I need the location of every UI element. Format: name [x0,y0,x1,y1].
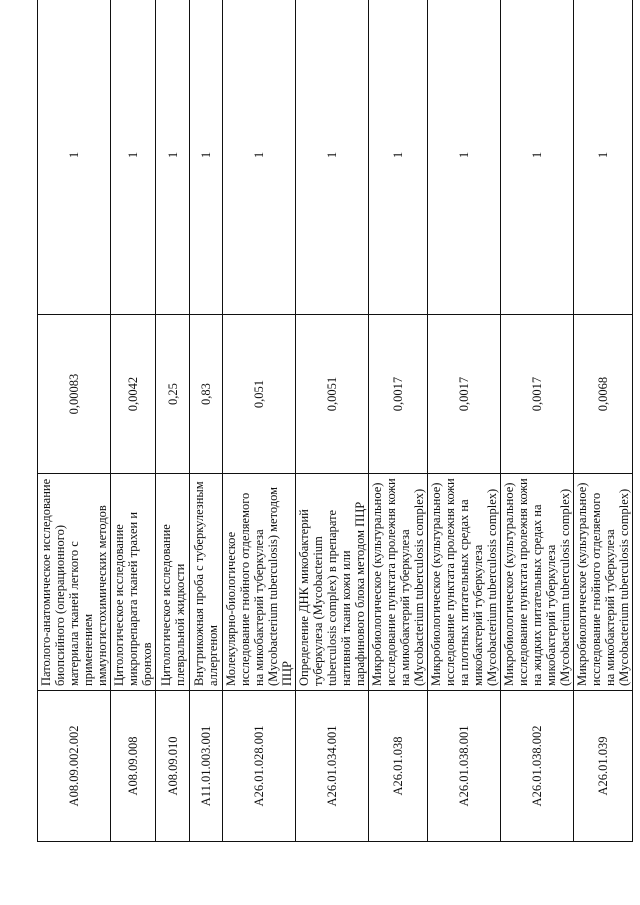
service-name: Микробиологическое (культуральное) исследование пунктата пролежня кожи на плотных питательных средах на микобактерий туберкулеза (Mycobacterium tuberculosis complex) [428,474,501,691]
service-name: Внутрикожная проба с туберкулезным аллергеном [190,474,223,691]
service-name: Микробиологическое (культуральное) исследование пунктата пролежня кожи на жидких питательных средах на микобактерий туберкулеза (Mycobacterium tuberculosis complex) [501,474,574,691]
table-row [190,0,223,842]
table-row [369,0,428,842]
service-code: A08.09.010 [156,691,190,842]
service-code: A08.09.008 [111,691,156,842]
frequency-value: 0,0017 [428,315,501,474]
multiplicity-value: 1 [501,0,574,315]
service-code: A26.01.039 [574,691,633,842]
table-row [296,0,369,842]
service-code: A08.09.002.002 [38,691,111,842]
multiplicity-value: 1 [38,0,111,315]
service-name: Патолого-анатомическое исследование биопсийного (операционного) материала тканей легкого с применением иммуногистохимических методов [38,474,111,691]
table-row [501,0,574,842]
service-name: Молекулярно-биологическое исследование гнойного отделяемого на микобактерий туберкулеза (Mycobacterium tuberculosis) методом ПЦР [223,474,296,691]
table-row [428,0,501,842]
frequency-value: 0,051 [223,315,296,474]
frequency-value: 0,0068 [574,315,633,474]
frequency-value: 0,0051 [296,315,369,474]
frequency-value: 0,0017 [369,315,428,474]
service-name: Микробиологическое (культуральное) исследование гнойного отделяемого на микобактерий туберкулеза (Mycobacterium tuberculosis complex) [574,474,633,691]
multiplicity-value: 1 [190,0,223,315]
frequency-value: 0,83 [190,315,223,474]
table-row [38,0,111,842]
service-code: A26.01.038 [369,691,428,842]
table-row [156,0,190,842]
frequency-value: 0,25 [156,315,190,474]
table-row [223,0,296,842]
multiplicity-value: 1 [428,0,501,315]
service-code: A26.01.038.002 [501,691,574,842]
multiplicity-value: 1 [369,0,428,315]
service-name: Определение ДНК микобактерий туберкулеза (Mycobacterium tuberculosis complex) в препарате нативной ткани кожи или парафинового блока методом ПЦР [296,474,369,691]
table-row [111,0,156,842]
frequency-value: 0,0017 [501,315,574,474]
frequency-value: 0,0042 [111,315,156,474]
rotated-table-wrapper [37,32,631,842]
frequency-value: 0,00083 [38,315,111,474]
multiplicity-value: 1 [223,0,296,315]
service-code: A11.01.003.001 [190,691,223,842]
service-code: A26.01.028.001 [223,691,296,842]
multiplicity-value: 1 [156,0,190,315]
multiplicity-value: 1 [296,0,369,315]
table-row [574,0,633,842]
service-name: Микробиологическое (культуральное) исследование пунктата пролежня кожи на микобактерий туберкулеза (Mycobacterium tuberculosis complex) [369,474,428,691]
service-code: A26.01.034.001 [296,691,369,842]
multiplicity-value: 1 [574,0,633,315]
service-code: A26.01.038.001 [428,691,501,842]
services-table [37,0,633,842]
multiplicity-value: 1 [111,0,156,315]
service-name: Цитологическое исследование микропрепарата тканей трахеи и бронхов [111,474,156,691]
service-name: Цитологическое исследование плевральной жидкости [156,474,190,691]
